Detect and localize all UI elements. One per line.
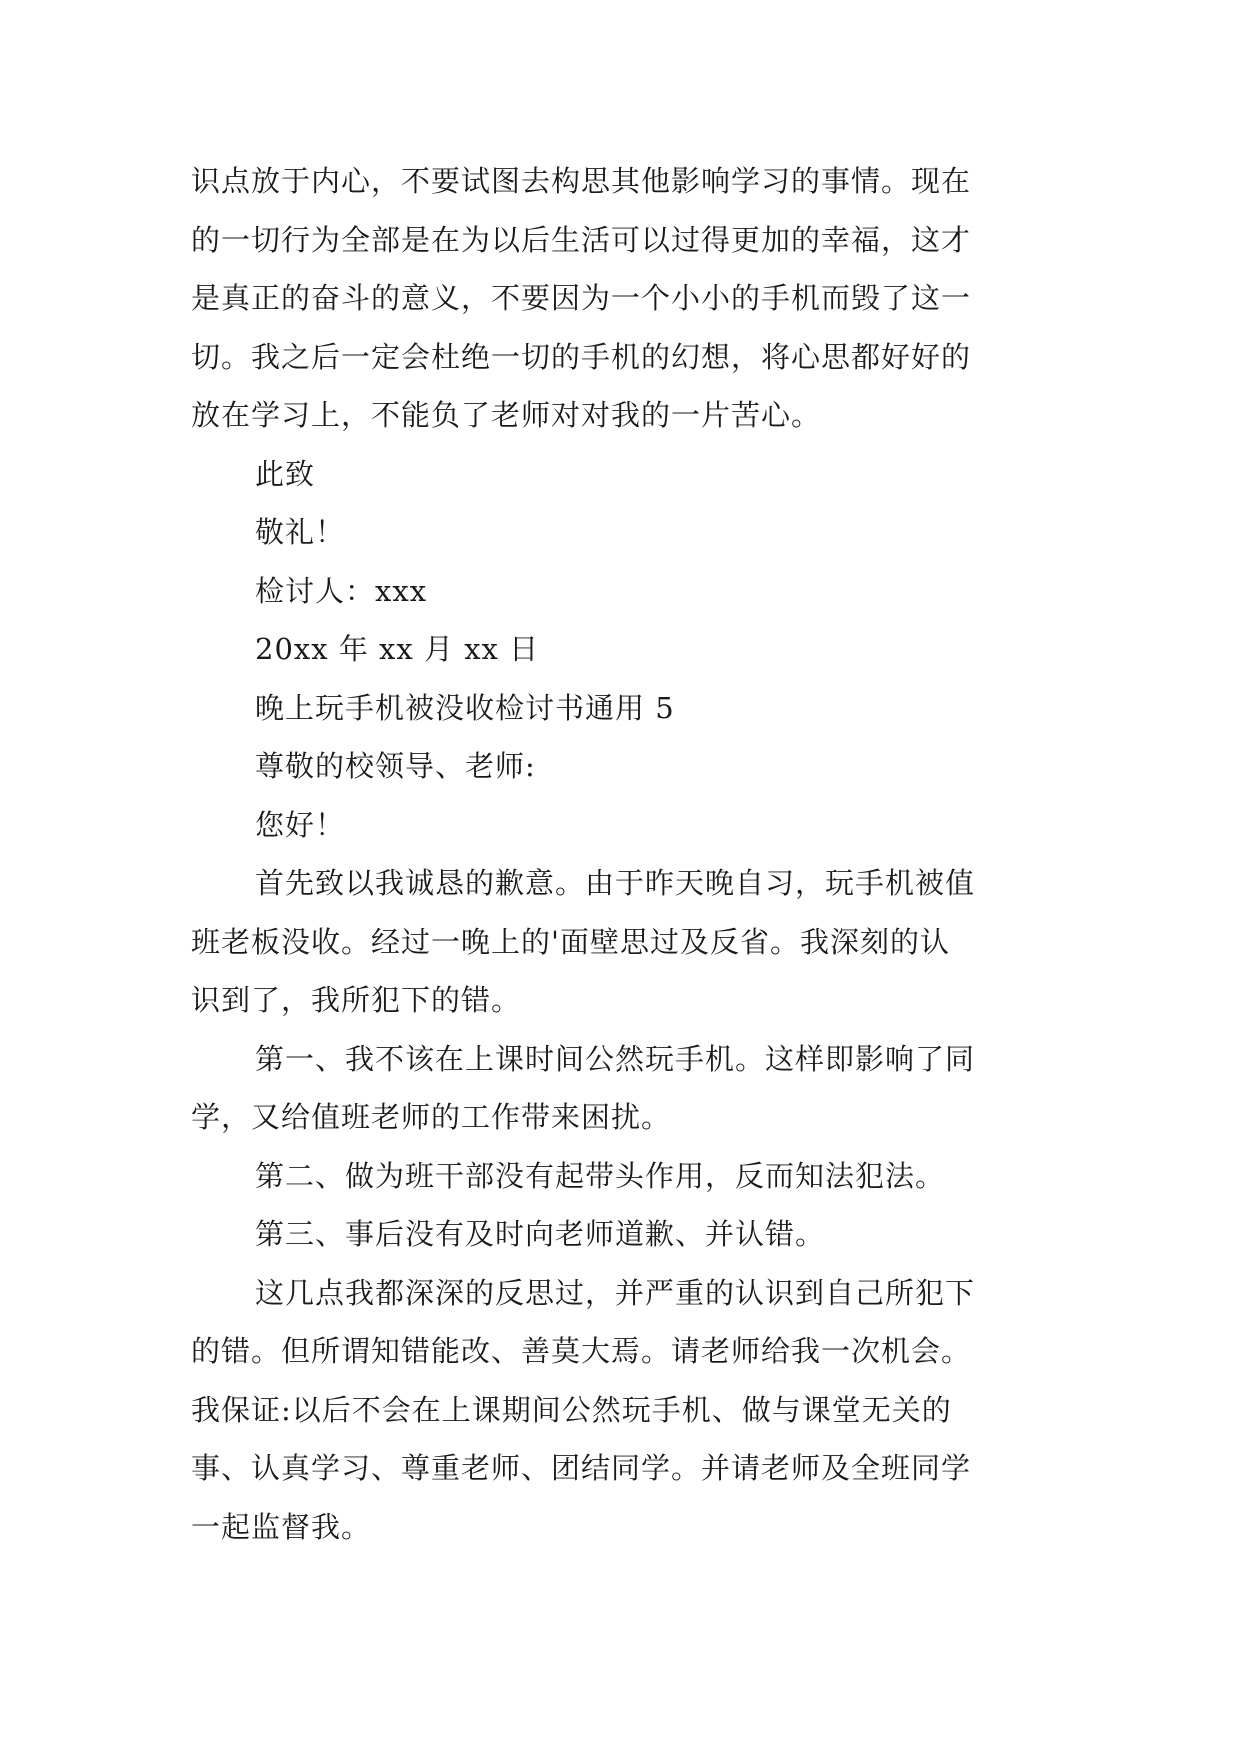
greeting-line xyxy=(191,796,1061,855)
text-line: 首先致以我诚恳的歉意。由于昨天晚自习，玩手机被值 xyxy=(255,866,976,900)
signature-line xyxy=(191,562,1061,621)
paragraph xyxy=(191,1205,1061,1264)
text-line: 识点放于内心，不要试图去构思其他影响学习的事情。现在 xyxy=(191,164,972,198)
addressee-line xyxy=(191,737,1061,796)
text-line: 此致 xyxy=(255,456,316,491)
text-line: 晚上玩手机被没收检讨书通用 5 xyxy=(255,690,675,725)
text-line: 敬礼！ xyxy=(255,515,346,549)
paragraph xyxy=(191,1147,1061,1206)
text-line: 这几点我都深深的反思过，并严重的认识到自己所犯下 xyxy=(255,1275,976,1310)
text-line: 学，又给值班老师的工作带来困扰。 xyxy=(191,1100,672,1134)
text-line: 一起监督我。 xyxy=(191,1509,372,1544)
text-line: 是真正的奋斗的意义，不要因为一个小小的手机而毁了这一 xyxy=(191,281,972,315)
text-line: 尊敬的校领导、老师: xyxy=(255,749,536,783)
text-line: 放在学习上，不能负了老师对对我的一片苦心。 xyxy=(191,398,822,432)
closing-salutation xyxy=(191,445,1061,504)
paragraph xyxy=(191,152,1061,445)
text-line: 20xx 年 xx 月 xx 日 xyxy=(255,632,540,666)
text-line: 切。我之后一定会杜绝一切的手机的幻想，将心思都好好的 xyxy=(191,339,972,374)
text-line: 班老板没收。经过一晚上的'面壁思过及反省。我深刻的认 xyxy=(191,924,950,959)
document-body xyxy=(191,152,1061,1556)
paragraph xyxy=(191,854,1061,1030)
text-line: 的错。但所谓知错能改、善莫大焉。请老师给我一次机会。 xyxy=(191,1334,972,1368)
text-line: 的一切行为全部是在为以后生活可以过得更加的幸福，这才 xyxy=(191,222,972,257)
text-line: 事、认真学习、尊重老师、团结同学。并请老师及全班同学 xyxy=(191,1451,972,1485)
text-line: 我保证:以后不会在上课期间公然玩手机、做与课堂无关的 xyxy=(191,1392,952,1427)
text-line: 检讨人：xxx xyxy=(255,573,428,608)
text-line: 第一、我不该在上课时间公然玩手机。这样即影响了同 xyxy=(255,1041,976,1076)
closing-regards xyxy=(191,503,1061,562)
section-title xyxy=(191,679,1061,738)
paragraph xyxy=(191,1030,1061,1147)
text-line: 第二、做为班干部没有起带头作用，反而知法犯法。 xyxy=(255,1158,946,1193)
text-line: 您好！ xyxy=(255,807,346,842)
paragraph xyxy=(191,1264,1061,1557)
text-line: 第三、事后没有及时向老师道歉、并认错。 xyxy=(255,1217,826,1251)
text-line: 识到了，我所犯下的错。 xyxy=(191,983,522,1017)
date-line xyxy=(191,620,1061,679)
